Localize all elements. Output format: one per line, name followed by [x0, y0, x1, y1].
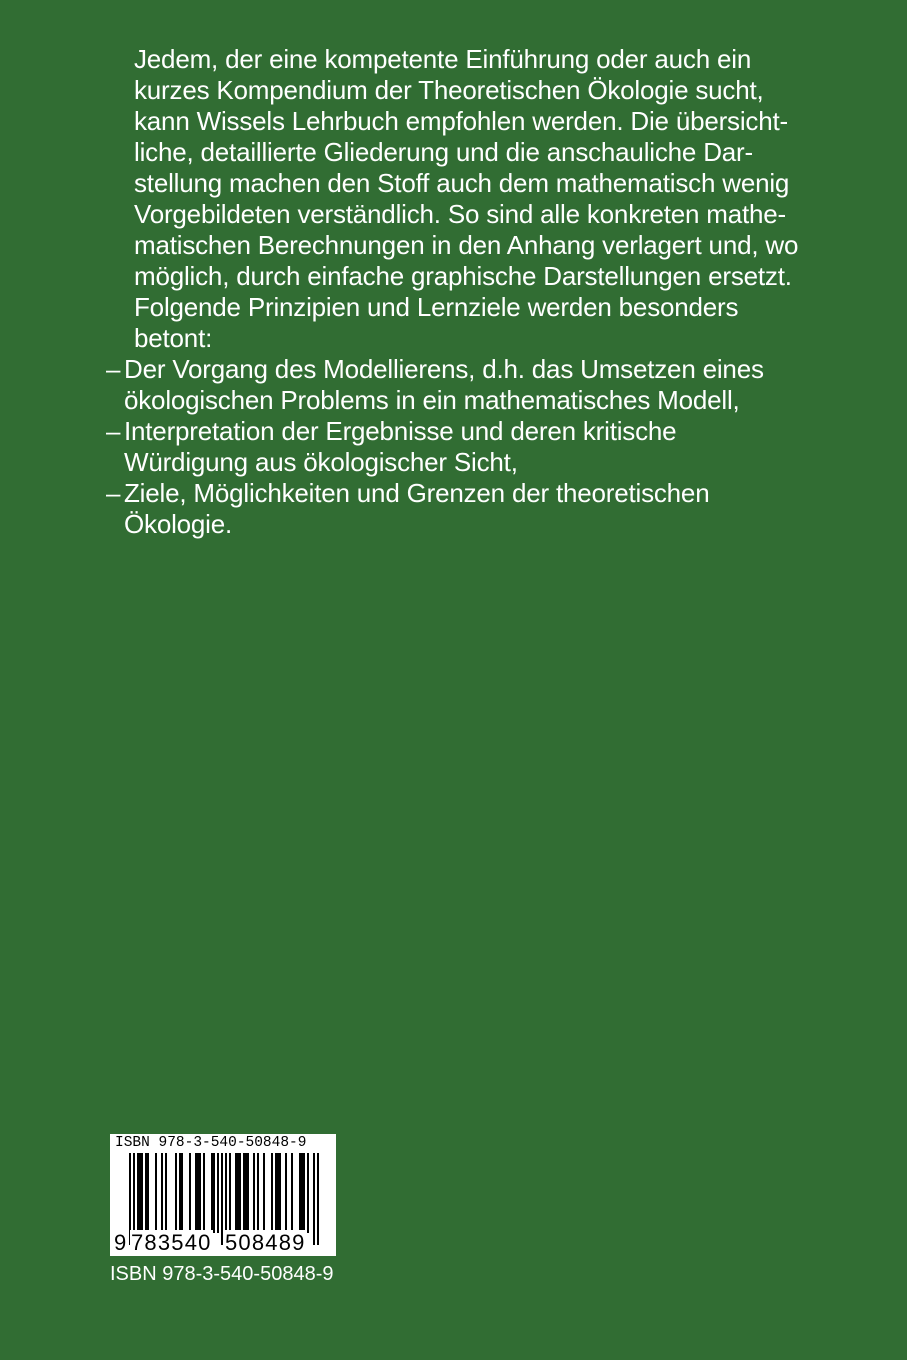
barcode-bar: [217, 1153, 219, 1233]
bullet-dash: –: [106, 478, 121, 508]
bullet-dash: –: [106, 354, 121, 384]
barcode-digit-group-right: 508489: [225, 1230, 306, 1255]
blurb-line: Vorgebildeten verständlich. So sind alle konkreten mathe-: [134, 199, 786, 229]
barcode-bar: [197, 1153, 199, 1233]
blurb-line: Jedem, der eine kompetente Einführung oder auch ein: [134, 44, 752, 74]
barcode-bar: [285, 1153, 287, 1233]
barcode-bar: [165, 1153, 167, 1233]
barcode-bar: [299, 1153, 301, 1233]
barcode-bar: [213, 1153, 215, 1233]
barcode-bar: [271, 1153, 273, 1233]
blurb-line: Folgende Prinzipien und Lernziele werden besonders: [134, 292, 739, 322]
barcode-bar: [137, 1153, 139, 1233]
blurb-line: betont:: [134, 323, 213, 353]
barcode-bar: [303, 1153, 305, 1233]
bullet-line: Würdigung aus ökologischer Sicht,: [124, 447, 518, 477]
barcode-bar: [307, 1153, 309, 1233]
bullet-line: Der Vorgang des Modellierens, d.h. das Umsetzen eines: [124, 354, 764, 384]
barcode-bar: [181, 1153, 183, 1233]
barcode-bar: [253, 1153, 255, 1233]
barcode-bar: [257, 1153, 259, 1233]
barcode-bar: [139, 1153, 141, 1233]
barcode-bar: [263, 1153, 265, 1233]
barcode-bar: [301, 1153, 303, 1233]
bullet-line: Interpretation der Ergebnisse und deren kritische: [124, 416, 677, 446]
barcode-bar: [243, 1153, 245, 1233]
barcode-bar: [141, 1153, 143, 1233]
barcode-bar: [195, 1153, 197, 1233]
blurb-line: stellung machen den Stoff auch dem mathematisch wenig: [134, 168, 790, 198]
blurb-line: matischen Berechnungen in den Anhang verlagert und, wo: [134, 230, 799, 260]
barcode-bar: [245, 1153, 247, 1233]
barcode-bar: [189, 1153, 191, 1233]
barcode-bar: [277, 1153, 279, 1233]
isbn-text: ISBN 978-3-540-50848-9: [110, 1263, 334, 1285]
barcode-bar: [237, 1153, 239, 1233]
bullet-dash: –: [106, 416, 121, 446]
blurb-text: [0, 0, 907, 560]
barcode-bar: [155, 1153, 157, 1233]
barcode-bar: [147, 1153, 149, 1233]
barcode-isbn-header: ISBN 978-3-540-50848-9: [115, 1135, 307, 1151]
barcode-bar: [161, 1153, 163, 1233]
barcode-bar: [247, 1153, 249, 1233]
barcode-bar: [175, 1153, 177, 1233]
barcode-bar: [199, 1153, 201, 1233]
barcode-bar: [211, 1153, 213, 1233]
blurb-line: möglich, durch einfache graphische Darstellungen ersetzt.: [134, 261, 792, 291]
barcode-digits: [110, 1230, 336, 1256]
barcode-bar: [145, 1153, 147, 1233]
blurb-line: kurzes Kompendium der Theoretischen Ökologie sucht,: [134, 75, 764, 105]
barcode-bar: [229, 1153, 231, 1233]
barcode-digit-first: 9: [114, 1230, 127, 1255]
barcode-bar: [235, 1153, 237, 1233]
barcode-digit-group-left: 783540: [131, 1230, 212, 1255]
barcode-bar: [239, 1153, 241, 1233]
bullet-line: Ziele, Möglichkeiten und Grenzen der theoretischen: [124, 478, 710, 508]
barcode-bar: [203, 1153, 205, 1233]
barcode: [110, 1134, 336, 1256]
barcode-bar: [291, 1153, 293, 1233]
bullet-line: ökologischen Problems in ein mathematisches Modell,: [124, 385, 740, 415]
barcode-bar: [279, 1153, 281, 1233]
bullet-line: Ökologie.: [124, 509, 233, 539]
blurb-line: liche, detaillierte Gliederung und die anschauliche Dar-: [134, 137, 753, 167]
barcode-bar: [275, 1153, 277, 1233]
blurb-line: kann Wissels Lehrbuch empfohlen werden. Die übersicht-: [134, 106, 788, 136]
barcode-bar: [179, 1153, 181, 1233]
